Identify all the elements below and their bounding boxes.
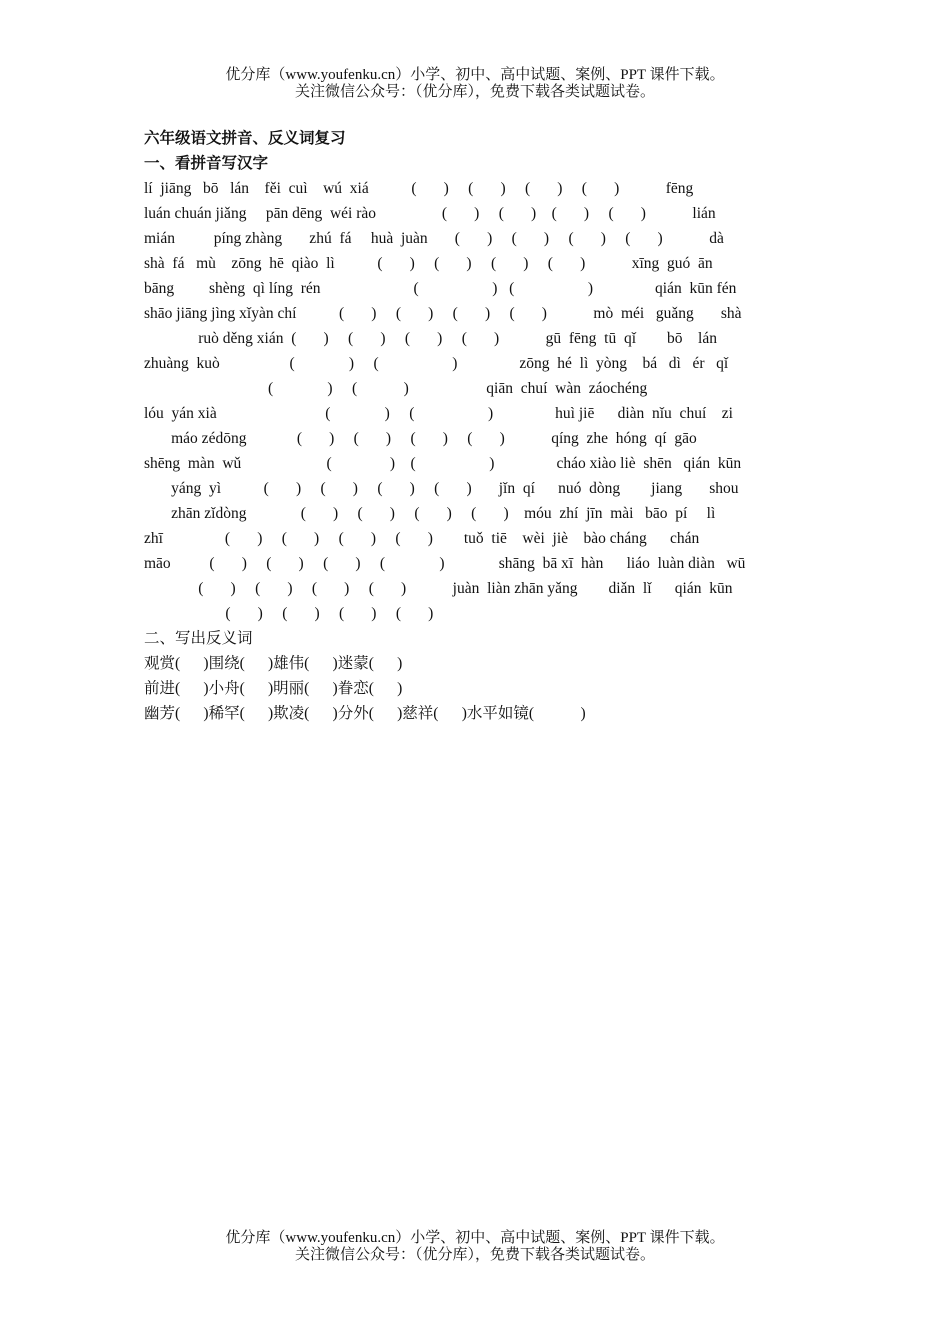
pinyin-line: zhī ( ) ( ) ( ) ( ) tuǒ tiē wèi jiè bào cháng chán	[144, 530, 700, 547]
pinyin-line: yáng yì ( ) ( ) ( ) ( ) jǐn qí nuó dòng jiang shou	[144, 480, 739, 497]
footer-line-2: 关注微信公众号：（优分库），免费下载各类试题试卷。	[294, 1247, 655, 1263]
pinyin-exercise	[144, 176, 808, 626]
pinyin-line: māo ( ) ( ) ( ) ( ) shāng bā xī hàn liáo luàn diàn wū	[144, 555, 746, 572]
pinyin-line: shà fá mù zōng hē qiào lì ( ) ( ) ( ) ( ) xīng guó ān	[144, 255, 713, 272]
page-footer	[0, 1230, 950, 1264]
pinyin-line: ( ) ( ) ( ) ( )	[144, 605, 434, 622]
header-line-1: 优分库（www.youfenku.cn）小学、初中、高中试题、案例、PPT 课件下载。	[225, 67, 725, 83]
pinyin-line: zhān zǐdòng ( ) ( ) ( ) ( ) móu zhí jīn mài bāo pí lì	[144, 505, 716, 522]
document-body	[144, 126, 808, 726]
antonym-line: 前进( )小舟( )明丽( )眷恋( )	[144, 680, 403, 697]
pinyin-line: bāng shèng qì líng rén ( ) ( ) qián kūn fén	[144, 280, 737, 297]
header-line-2: 关注微信公众号：（优分库），免费下载各类试题试卷。	[294, 84, 655, 100]
document-title: 六年级语文拼音、反义词复习	[144, 130, 346, 147]
footer-line-1: 优分库（www.youfenku.cn）小学、初中、高中试题、案例、PPT 课件下载。	[225, 1230, 725, 1246]
antonym-line: 幽芳( )稀罕( )欺凌( )分外( )慈祥( )水平如镜( )	[144, 705, 586, 722]
antonym-line: 观赏( )围绕( )雄伟( )迷蒙( )	[144, 655, 403, 672]
antonym-exercise	[144, 651, 808, 726]
pinyin-line: ( ) ( ) ( ) ( ) juàn liàn zhān yǎng diǎn lǐ qián kūn	[144, 580, 733, 597]
pinyin-line: luán chuán jiǎng pān dēng wéi rào ( ) ( ) ( ) ( ) lián	[144, 205, 716, 222]
pinyin-line: lóu yán xià ( ) ( ) huì jiē diàn nǐu chuí zi	[144, 405, 733, 422]
pinyin-line: máo zédōng ( ) ( ) ( ) ( ) qíng zhe hóng qí gāo	[144, 430, 697, 447]
pinyin-line: ruò děng xián ( ) ( ) ( ) ( ) gū fēng tū qǐ bō lán	[144, 330, 717, 347]
pinyin-line: lí jiāng bō lán fěi cuì wú xiá ( ) ( ) ( ) ( ) fēng	[144, 180, 694, 197]
section-1-heading: 一、看拼音写汉字	[144, 155, 269, 172]
section-2-heading: 二、写出反义词	[144, 630, 253, 647]
pinyin-line: shēng màn wǔ ( ) ( ) cháo xiào liè shēn qián kūn	[144, 455, 742, 472]
pinyin-line: mián píng zhàng zhú fá huà juàn ( ) ( ) ( ) ( ) dà	[144, 230, 724, 247]
pinyin-line: shāo jiāng jìng xǐyàn chí ( ) ( ) ( ) ( ) mò méi guǎng shà	[144, 305, 742, 322]
pinyin-line: ( ) ( ) qiān chuí wàn záochéng	[144, 380, 648, 397]
pinyin-line: zhuàng kuò ( ) ( ) zōng hé lì yòng bá dì ér qǐ	[144, 355, 729, 372]
page-header	[0, 67, 950, 101]
